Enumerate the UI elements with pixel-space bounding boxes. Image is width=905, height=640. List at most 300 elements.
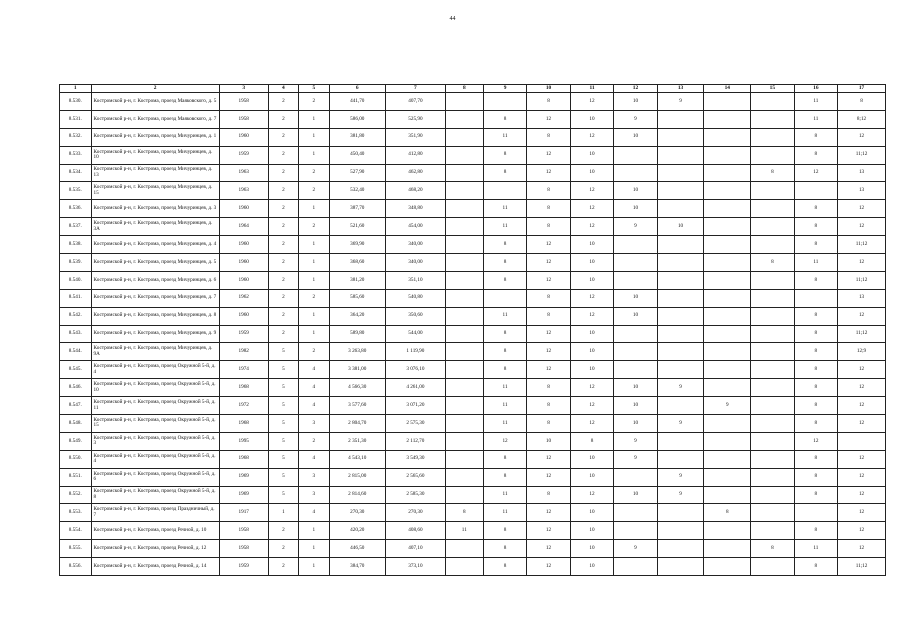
table-cell: 11 [794,254,837,272]
table-cell: 12 [570,182,613,200]
table-cell: 441,70 [329,93,386,111]
address-cell: Костромской р-н, г. Кострома, проезд Мичуринцев, д. 7 [91,289,219,307]
table-cell: 8 [794,379,837,397]
table-cell: 368,60 [329,254,386,272]
address-cell: Костромской р-н, г. Кострома, проезд Мичуринцев, д. 5 [91,254,219,272]
table-cell: 10 [570,540,613,558]
table-cell [794,182,837,200]
table-cell: 10 [614,289,657,307]
table-cell [704,450,751,468]
table-cell: 10 [570,271,613,289]
table-row [60,307,886,325]
table-cell: 11;12 [838,558,886,576]
table-cell: 2 [268,307,298,325]
table-cell: 8 [794,415,837,433]
table-cell: 5 [268,361,298,379]
table-cell: 4 [299,379,329,397]
table-cell: 8 [794,343,837,361]
table-cell: 9 [657,486,704,504]
table-row [60,93,886,111]
table-row [60,343,886,361]
table-cell: 8 [527,486,570,504]
table-cell: 12 [570,289,613,307]
table-cell [657,236,704,254]
table-cell: 8 [794,558,837,576]
column-header: 5 [299,85,329,93]
table-cell: 270,30 [329,504,386,522]
table-cell: 13 [838,182,886,200]
table-cell: 1958 [219,110,268,128]
table-cell: 5 [268,397,298,415]
table-cell: 348,80 [386,200,446,218]
table-cell: 8 [794,325,837,343]
table-row [60,558,886,576]
table-cell: 12 [527,271,570,289]
table-cell: 9 [614,540,657,558]
table-cell [751,397,794,415]
table-cell [614,361,657,379]
table-cell: 8 [794,361,837,379]
table-cell: 2 [268,522,298,540]
table-cell [614,343,657,361]
table-cell: 12 [570,397,613,415]
table-cell [751,93,794,111]
table-cell [445,146,483,164]
table-cell: 8 [794,468,837,486]
row-number-cell: 8.538. [60,236,92,254]
table-cell: 8 [483,450,526,468]
table-cell [704,271,751,289]
table-cell: 2 [268,540,298,558]
table-row [60,450,886,468]
address-cell: Костромской р-н, г. Кострома, проезд Окружной 5-й, д. 4 [91,450,219,468]
table-cell [704,486,751,504]
table-cell: 420,20 [329,522,386,540]
address-cell: Костромской р-н, г. Кострома, проезд Окружной 5-й, д. 15 [91,415,219,433]
table-cell [445,93,483,111]
column-header: 14 [704,85,751,93]
table-cell: 4 [299,450,329,468]
table-cell: 270,30 [386,504,446,522]
table-cell: 1 [299,307,329,325]
table-cell: 381,80 [329,128,386,146]
table-cell [657,522,704,540]
table-cell [751,236,794,254]
table-cell: 5 [268,343,298,361]
row-number-cell: 8.530. [60,93,92,111]
table-cell: 1982 [219,343,268,361]
table-row [60,236,886,254]
table-cell [614,146,657,164]
table-cell: 12 [838,540,886,558]
table-cell: 351,10 [386,271,446,289]
row-number-cell: 8.539. [60,254,92,272]
table-cell: 3 [299,486,329,504]
table-cell [751,146,794,164]
table-cell: 8 [445,504,483,522]
table-cell: 10 [570,146,613,164]
table-cell [445,289,483,307]
row-number-cell: 8.553. [60,504,92,522]
table-cell: 527,90 [329,164,386,182]
table-cell: 1960 [219,128,268,146]
table-cell: 350,60 [386,307,446,325]
table-cell [751,289,794,307]
table-cell: 12 [527,325,570,343]
table-cell: 10 [614,128,657,146]
table-cell: 11 [483,486,526,504]
table-cell: 8 [527,289,570,307]
table-cell [704,432,751,450]
column-header: 13 [657,85,704,93]
table-cell: 10 [614,307,657,325]
table-cell: 12 [527,540,570,558]
table-cell: 5 [268,415,298,433]
row-number-cell: 8.551. [60,468,92,486]
table-cell: 11 [794,110,837,128]
table-cell [657,504,704,522]
table-cell: 12 [527,558,570,576]
table-cell: 2 565,60 [386,468,446,486]
table-cell [657,254,704,272]
address-cell: Костромской р-н, г. Кострома, проезд Окружной 5-й, д. 11 [91,397,219,415]
table-cell: 12 [838,486,886,504]
table-cell: 2 [268,93,298,111]
table-cell: 8 [751,164,794,182]
table-cell: 373,10 [386,558,446,576]
table-cell [445,182,483,200]
column-header: 10 [527,85,570,93]
table-cell: 12 [570,128,613,146]
table-cell: 1969 [219,486,268,504]
table-cell: 2 [268,164,298,182]
row-number-cell: 8.550. [60,450,92,468]
table-cell [751,486,794,504]
table-cell [445,254,483,272]
table-cell [704,558,751,576]
table-cell: 1959 [219,558,268,576]
table-cell: 2 [268,254,298,272]
table-cell: 11 [483,218,526,236]
table-cell [445,325,483,343]
table-cell [657,432,704,450]
table-cell: 10 [570,522,613,540]
table-cell [445,128,483,146]
table-cell: 10 [614,200,657,218]
table-cell: 1 [299,128,329,146]
table-cell: 8 [527,200,570,218]
table-cell [751,504,794,522]
table-row [60,504,886,522]
table-cell: 1960 [219,236,268,254]
table-cell: 8 [483,325,526,343]
table-cell: 8 [794,522,837,540]
table-cell: 2 [268,271,298,289]
table-cell: 1960 [219,271,268,289]
table-cell: 10 [570,164,613,182]
table-cell: 8 [838,93,886,111]
table-cell: 12 [570,379,613,397]
table-cell: 2 [268,128,298,146]
table-cell [614,468,657,486]
table-cell: 1968 [219,415,268,433]
table-cell [751,468,794,486]
table-cell: 8 [483,343,526,361]
table-cell [657,540,704,558]
table-cell: 12 [838,450,886,468]
table-cell: 12 [794,164,837,182]
table-cell: 384,70 [329,558,386,576]
table-cell: 1962 [219,289,268,307]
table-cell: 3 381,00 [329,361,386,379]
table-cell: 2 [268,558,298,576]
table-cell: 13 [838,289,886,307]
table-cell [445,432,483,450]
table-cell: 9 [614,110,657,128]
table-cell: 8 [704,504,751,522]
table-cell: 1960 [219,200,268,218]
table-cell [751,182,794,200]
table-cell: 12 [527,110,570,128]
table-cell: 8 [794,218,837,236]
table-cell: 3 [299,415,329,433]
table-cell: 11 [794,540,837,558]
address-cell: Костромской р-н, г. Кострома, проезд Окружной 5-й, д. 8 [91,486,219,504]
table-row [60,128,886,146]
table-cell: 12 [527,343,570,361]
table-cell: 525,90 [386,110,446,128]
column-header: 2 [91,85,219,93]
table-cell: 8 [527,379,570,397]
table-cell: 8 [794,307,837,325]
table-cell: 8 [483,540,526,558]
table-cell: 8 [794,397,837,415]
table-cell: 9 [614,218,657,236]
table-cell: 1 [299,146,329,164]
address-cell: Костромской р-н, г. Кострома, проезд Праздничный, д. 7 [91,504,219,522]
address-cell: Костромской р-н, г. Кострома, проезд Мичуринцев, д. 1 [91,128,219,146]
row-number-cell: 8.547. [60,397,92,415]
table-cell: 5 [268,379,298,397]
table-cell: 1 119,90 [386,343,446,361]
table-row [60,200,886,218]
table-cell: 407,10 [386,540,446,558]
address-cell: Костромской р-н, г. Кострома, проезд Мичуринцев, д. 13 [91,164,219,182]
table-cell [704,146,751,164]
table-cell: 1960 [219,254,268,272]
table-cell: 1 [299,110,329,128]
table-cell [751,522,794,540]
address-cell: Костромской р-н, г. Кострома, проезд Речной, д. 10 [91,522,219,540]
table-cell: 10 [570,504,613,522]
table-cell: 12 [838,397,886,415]
table-cell: 8 [527,182,570,200]
table-cell: 11 [483,397,526,415]
table-cell [445,307,483,325]
table-row [60,325,886,343]
table-cell [704,361,751,379]
table-cell: 8 [527,307,570,325]
table-cell [614,254,657,272]
row-number-cell: 8.556. [60,558,92,576]
table-cell: 8 [794,128,837,146]
address-cell: Костромской р-н, г. Кострома, проезд Окружной 5-й, д. 4 [91,361,219,379]
table-cell: 12 [570,486,613,504]
table-cell [751,415,794,433]
table-row [60,540,886,558]
table-cell: 1995 [219,432,268,450]
table-cell [657,200,704,218]
table-cell [704,218,751,236]
table-cell: 12 [527,468,570,486]
table-cell: 10 [570,450,613,468]
table-cell: 1958 [219,93,268,111]
table-row [60,182,886,200]
table-cell: 5 [268,432,298,450]
table-cell: 12 [838,200,886,218]
column-header: 6 [329,85,386,93]
row-number-cell: 8.554. [60,522,92,540]
table-cell: 11 [483,200,526,218]
row-number-cell: 8.545. [60,361,92,379]
table-cell: 12 [570,218,613,236]
table-cell: 1959 [219,146,268,164]
table-cell [445,540,483,558]
table-cell: 446,50 [329,540,386,558]
table-cell: 10 [614,397,657,415]
table-cell [794,289,837,307]
table-cell: 12 [527,236,570,254]
table-cell: 10 [570,558,613,576]
table-cell: 2 351,30 [329,432,386,450]
row-number-cell: 8.540. [60,271,92,289]
table-cell: 2 [299,93,329,111]
table-cell: 9 [657,415,704,433]
table-cell [751,379,794,397]
table-cell: 369,90 [329,236,386,254]
table-cell: 340,00 [386,254,446,272]
table-cell: 8 [527,397,570,415]
table-cell: 2 [268,325,298,343]
table-cell: 10 [570,110,613,128]
table-cell: 2 [299,164,329,182]
table-cell [614,236,657,254]
table-cell: 8 [527,128,570,146]
table-cell [657,558,704,576]
table-cell [751,128,794,146]
table-cell: 8 [527,93,570,111]
table-cell: 2 804,70 [329,415,386,433]
table-cell: 10 [570,254,613,272]
table-cell: 13 [838,164,886,182]
address-cell: Костромской р-н, г. Кострома, проезд Мичуринцев, д. 9А [91,343,219,361]
table-cell: 1960 [219,307,268,325]
table-cell: 3 577,60 [329,397,386,415]
table-cell [614,271,657,289]
table-row [60,468,886,486]
table-cell [704,289,751,307]
table-cell [657,397,704,415]
table-cell: 3 [299,468,329,486]
table-cell [751,361,794,379]
table-cell: 12 [838,504,886,522]
table-cell: 12 [838,522,886,540]
table-cell: 12 [527,164,570,182]
table-body [60,93,886,576]
address-cell: Костромской р-н, г. Кострома, проезд Маяковского, д. 5 [91,93,219,111]
table-cell: 11 [794,93,837,111]
table-cell [794,504,837,522]
table-cell: 12 [570,307,613,325]
table-cell: 586,00 [329,110,386,128]
table-cell: 11 [483,307,526,325]
table-cell: 12 [838,468,886,486]
address-cell: Костромской р-н, г. Кострома, проезд Мичуринцев, д. 3 [91,200,219,218]
table-cell [445,236,483,254]
table-cell: 12 [527,254,570,272]
table-cell: 2 [299,289,329,307]
table-cell: 462,80 [386,164,446,182]
table-cell [657,289,704,307]
address-cell: Костромской р-н, г. Кострома, проезд Окружной 5-й, д. 6 [91,468,219,486]
address-cell: Костромской р-н, г. Кострома, проезд Мичуринцев, д. 3А [91,218,219,236]
table-cell [838,432,886,450]
table-cell: 12 [527,450,570,468]
table-cell [704,415,751,433]
table-cell: 10 [570,361,613,379]
table-cell: 10 [570,343,613,361]
table-cell: 2 [268,236,298,254]
column-header: 7 [386,85,446,93]
column-header: 9 [483,85,526,93]
table-cell: 12 [483,432,526,450]
table-cell: 3 076,10 [386,361,446,379]
table-cell: 8 [483,110,526,128]
address-cell: Костромской р-н, г. Кострома, проезд Мичуринцев, д. 10 [91,146,219,164]
column-header: 16 [794,85,837,93]
address-cell: Костромской р-н, г. Кострома, проезд Речной, д. 12 [91,540,219,558]
column-header: 12 [614,85,657,93]
address-cell: Костромской р-н, г. Кострома, проезд Мичуринцев, д. 6 [91,271,219,289]
table-cell: 521,60 [329,218,386,236]
table-cell: 412,80 [386,146,446,164]
table-cell: 468,20 [386,182,446,200]
table-cell: 10 [570,236,613,254]
table-cell: 3 071,20 [386,397,446,415]
table-cell: 3 263,80 [329,343,386,361]
table-row [60,146,886,164]
address-cell: Костромской р-н, г. Кострома, проезд Речной, д. 14 [91,558,219,576]
table-cell: 9 [657,93,704,111]
table-cell [704,200,751,218]
table-row [60,397,886,415]
table-cell [445,450,483,468]
table-cell: 2 [299,218,329,236]
table-cell: 8;12 [838,110,886,128]
table-cell: 10 [614,182,657,200]
table-cell: 4 543,10 [329,450,386,468]
table-cell: 12 [838,254,886,272]
table-cell: 9 [614,450,657,468]
table-cell [657,271,704,289]
table-row [60,218,886,236]
table-cell [751,307,794,325]
column-header: 17 [838,85,886,93]
table-cell: 8 [751,540,794,558]
table-cell: 4 [299,504,329,522]
table-cell: 8 [483,254,526,272]
table-cell [445,361,483,379]
